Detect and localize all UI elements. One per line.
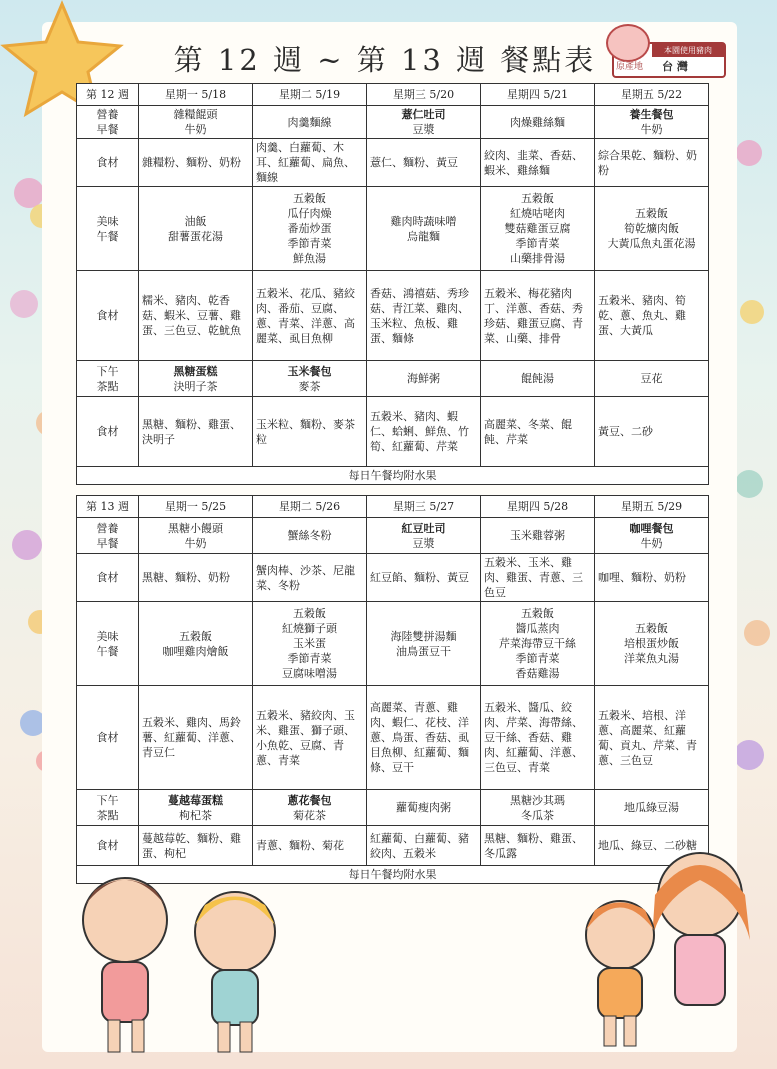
- meal-cell: [253, 361, 367, 397]
- meal-cell: [595, 187, 709, 271]
- row-label: [77, 790, 139, 826]
- dish-name: 筍乾爌肉飯: [624, 222, 679, 235]
- fruit-note: 每日午餐均附水果: [77, 866, 709, 884]
- meal-cell: [253, 187, 367, 271]
- dish-name: 紅豆吐司: [401, 521, 446, 535]
- ingredients-text: 黃豆、二砂: [598, 425, 653, 438]
- dish-name: 咖哩餐包: [629, 521, 674, 535]
- row-label-line: 食材: [96, 731, 119, 744]
- ingredients-text: 五穀米、玉米、雞肉、雞蛋、青蔥、三色豆: [484, 556, 583, 599]
- meal-cell: [253, 106, 367, 139]
- ingredients-cell: [253, 686, 367, 790]
- ingredients-cell: [481, 139, 595, 187]
- row-label: [77, 106, 139, 139]
- dish-name: 麥茶: [298, 379, 321, 393]
- row-label-line: 食材: [96, 425, 119, 438]
- meal-cell: [367, 790, 481, 826]
- dish-name: 玉米雞蓉粥: [510, 529, 565, 542]
- row-label-line: 茶點: [96, 808, 119, 822]
- dish-name: 山藥排骨湯: [510, 252, 565, 265]
- dish-name: 季節青菜: [287, 652, 332, 665]
- dish-name: 冬瓜茶: [521, 808, 554, 822]
- row-label-line: 午餐: [96, 229, 119, 243]
- badge-value: 台 灣: [662, 60, 688, 73]
- ingredients-cell: [481, 271, 595, 361]
- dish-name: 五穀飯: [293, 607, 326, 620]
- ingredients-text: 綜合果乾、麵粉、奶粉: [598, 148, 697, 177]
- dish-name: 紅燒獅子頭: [282, 622, 337, 635]
- dish-name: 甜薯蛋花湯: [168, 229, 223, 243]
- meal-cell: [595, 361, 709, 397]
- page-title: 第 12 週 ~ 第 13 週 餐點表: [173, 43, 597, 77]
- week-12-table: [76, 83, 709, 485]
- week-label: 第 13 週: [77, 496, 139, 518]
- ingredients-text: 五穀米、雞肉、馬鈴薯、紅蘿蔔、洋蔥、青豆仁: [142, 716, 241, 759]
- dish-name: 豆漿: [412, 536, 435, 550]
- day-header: 星期三 5/27: [367, 496, 481, 518]
- badge-label: 原產地: [616, 62, 644, 72]
- dish-name: 豆花: [640, 372, 663, 385]
- row-label-line: 美味: [96, 629, 119, 643]
- dish-name: 牛奶: [640, 536, 663, 550]
- ingredients-cell: [595, 139, 709, 187]
- meal-cell: [595, 106, 709, 139]
- dish-name: 菊花茶: [293, 808, 326, 822]
- row-label: [77, 271, 139, 361]
- dish-name: 五穀飯: [635, 207, 668, 220]
- ingredients-text: 雜糧粉、麵粉、奶粉: [142, 156, 241, 169]
- meal-cell: [595, 518, 709, 554]
- ingredients-cell: [139, 139, 253, 187]
- dish-name: 餛飩湯: [521, 372, 554, 385]
- dish-name: 芹菜海帶豆干絲: [499, 637, 576, 650]
- ingredients-text: 黑糖、麵粉、雞蛋、冬瓜露: [484, 831, 583, 860]
- row-label: [77, 397, 139, 467]
- ingredients-text: 肉羹、白蘿蔔、木耳、紅蘿蔔、扁魚、麵線: [256, 141, 355, 184]
- ingredients-cell: [139, 686, 253, 790]
- dish-name: 鮮魚湯: [293, 252, 326, 265]
- dish-name: 豆漿: [412, 123, 435, 136]
- meal-cell: [481, 602, 595, 686]
- meal-cell: [139, 790, 253, 826]
- ingredients-text: 高麗菜、冬菜、餛飩、芹菜: [484, 417, 572, 446]
- ingredients-text: 薏仁、麵粉、黃豆: [370, 156, 458, 169]
- row-label-line: 早餐: [96, 536, 119, 550]
- fruit-note: 每日午餐均附水果: [77, 467, 709, 485]
- dish-name: 五穀飯: [635, 622, 668, 635]
- week-label: 第 12 週: [77, 84, 139, 106]
- ingredients-cell: [139, 554, 253, 602]
- ingredients-text: 糯米、豬肉、乾香菇、蝦米、豆薯、雞蛋、三色豆、乾魷魚: [142, 294, 241, 337]
- ingredients-cell: [367, 826, 481, 866]
- row-label-line: 食材: [96, 309, 119, 322]
- meal-cell: [367, 518, 481, 554]
- row-label: [77, 686, 139, 790]
- dish-name: 醬瓜蒸肉: [515, 622, 560, 635]
- dish-name: 香菇雞湯: [515, 667, 560, 680]
- meal-cell: [595, 602, 709, 686]
- ingredients-text: 五穀米、培根、洋蔥、高麗菜、紅蘿蔔、貢丸、芹菜、青蔥、三色豆: [598, 708, 697, 767]
- ingredients-cell: [595, 686, 709, 790]
- dish-name: 油飯: [184, 214, 207, 228]
- dish-name: 黑糖沙其瑪: [510, 793, 565, 807]
- row-label: [77, 139, 139, 187]
- meal-cell: [367, 187, 481, 271]
- children-illustration-left: [60, 850, 320, 1060]
- ingredients-cell: [367, 686, 481, 790]
- dish-name: 海陸雙拼湯麵: [390, 629, 457, 643]
- ingredients-text: 香菇、鴻禧菇、秀珍菇、青江菜、雞肉、玉米粒、魚板、雞蛋、麵條: [370, 286, 469, 345]
- dish-name: 黑糖蛋糕: [173, 364, 218, 378]
- dish-name: 油鳥蛋豆干: [396, 644, 451, 658]
- ingredients-cell: [367, 271, 481, 361]
- row-label-line: 下午: [96, 364, 119, 378]
- dish-name: 牛奶: [184, 536, 207, 550]
- dish-name: 季節青菜: [515, 652, 560, 665]
- ingredients-cell: [253, 554, 367, 602]
- ingredients-text: 五穀米、豬絞肉、玉米、雞蛋、獅子頭、小魚乾、豆腐、青蔥、青菜: [256, 708, 355, 767]
- ingredients-text: 五穀米、醬瓜、絞肉、芹菜、海帶絲、豆干絲、香菇、雞肉、紅蘿蔔、洋蔥、三色豆、青菜: [484, 701, 583, 774]
- ingredients-cell: [595, 271, 709, 361]
- row-label: [77, 187, 139, 271]
- day-header: 星期五 5/29: [595, 496, 709, 518]
- dish-name: 決明子茶: [173, 379, 218, 393]
- ingredients-cell: [595, 397, 709, 467]
- day-header: 星期一 5/25: [139, 496, 253, 518]
- ingredients-text: 高麗菜、青蔥、雞肉、蝦仁、花枝、洋蔥、鳥蛋、香菇、虱目魚柳、紅蘿蔔、麵條、豆干: [370, 701, 469, 774]
- ingredients-text: 紅豆餡、麵粉、黃豆: [370, 571, 469, 584]
- ingredients-text: 絞肉、韭菜、香菇、蝦米、雞絲麵: [484, 148, 583, 177]
- meal-cell: [481, 187, 595, 271]
- dish-name: 雞肉時蔬味噌: [390, 214, 457, 228]
- dish-name: 肉燥雞絲麵: [510, 115, 565, 129]
- ingredients-cell: [139, 397, 253, 467]
- meal-cell: [481, 790, 595, 826]
- ingredients-text: 五穀米、梅花豬肉丁、洋蔥、香菇、秀珍菇、雞蛋豆腐、青菜、山藥、排骨: [484, 286, 583, 345]
- meal-cell: [139, 106, 253, 139]
- day-header: 星期五 5/22: [595, 84, 709, 106]
- dish-name: 五穀飯: [521, 192, 554, 205]
- week-13-table: [76, 495, 709, 884]
- day-header: 星期三 5/20: [367, 84, 481, 106]
- row-label: [77, 518, 139, 554]
- dish-name: 五穀飯: [293, 192, 326, 205]
- meal-cell: [139, 361, 253, 397]
- dish-name: 枸杞茶: [179, 808, 212, 822]
- dish-name: 玉米蛋: [293, 637, 326, 650]
- ingredients-text: 五穀米、豬肉、筍乾、蔥、魚丸、雞蛋、大黃瓜: [598, 294, 686, 337]
- meal-cell: [481, 518, 595, 554]
- pig-icon: [606, 24, 650, 62]
- meal-cell: [367, 361, 481, 397]
- dish-name: 牛奶: [640, 123, 663, 136]
- meal-cell: [139, 187, 253, 271]
- ingredients-text: 黑糖、麵粉、雞蛋、決明子: [142, 417, 241, 446]
- ingredients-cell: [367, 139, 481, 187]
- dish-name: 蔥花餐包: [287, 793, 332, 807]
- meal-cell: [595, 790, 709, 826]
- day-header: 星期四 5/28: [481, 496, 595, 518]
- dish-name: 蟹絲冬粉: [287, 529, 332, 542]
- ingredients-cell: [139, 271, 253, 361]
- ingredients-text: 咖哩、麵粉、奶粉: [598, 571, 686, 584]
- day-header: 星期一 5/18: [139, 84, 253, 106]
- ingredients-cell: [481, 397, 595, 467]
- ingredients-text: 五穀米、豬肉、蝦仁、蛤蜊、鮮魚、竹筍、紅蘿蔔、芹菜: [370, 410, 469, 453]
- ingredients-text: 紅蘿蔔、白蘿蔔、豬絞肉、五穀米: [370, 831, 469, 860]
- meal-cell: [253, 790, 367, 826]
- dish-name: 五穀飯: [179, 629, 212, 643]
- meal-cell: [367, 106, 481, 139]
- dish-name: 薏仁吐司: [401, 108, 446, 121]
- day-header: 星期四 5/21: [481, 84, 595, 106]
- dish-name: 豆腐味噌湯: [282, 667, 337, 680]
- row-label: [77, 554, 139, 602]
- children-illustration-right: [560, 840, 760, 1055]
- dish-name: 五穀飯: [521, 607, 554, 620]
- ingredients-text: 五穀米、花瓜、豬絞肉、番茄、豆腐、蔥、青菜、洋蔥、高麗菜、虱目魚柳: [256, 286, 355, 345]
- meal-cell: [481, 361, 595, 397]
- dish-name: 養生餐包: [629, 108, 674, 121]
- dish-name: 烏龍麵: [407, 229, 440, 243]
- dish-name: 咖哩雞肉燴飯: [162, 644, 229, 658]
- row-label-line: 食材: [96, 571, 119, 584]
- row-label: [77, 602, 139, 686]
- meal-cell: [253, 518, 367, 554]
- dish-name: 大黃瓜魚丸蛋花湯: [607, 237, 696, 250]
- dish-name: 紅燒咕咾肉: [510, 207, 565, 220]
- dish-name: 雜糧餛頭: [173, 108, 218, 121]
- dish-name: 培根蛋炒飯: [624, 637, 679, 650]
- dish-name: 肉羹麵線: [287, 115, 332, 129]
- day-header: 星期二 5/26: [253, 496, 367, 518]
- row-label-line: 早餐: [96, 123, 119, 136]
- dish-name: 海鮮粥: [407, 372, 440, 385]
- dish-name: 洋菜魚丸湯: [624, 652, 679, 665]
- dish-name: 蔓越莓蛋糕: [168, 793, 223, 807]
- ingredients-text: 蔓越莓乾、麵粉、雞蛋、枸杞: [142, 831, 241, 860]
- dish-name: 番茄炒蛋: [287, 222, 332, 235]
- pork-origin-badge: [606, 24, 724, 76]
- dish-name: 季節青菜: [287, 237, 332, 250]
- ingredients-cell: [481, 554, 595, 602]
- day-header: 星期二 5/19: [253, 84, 367, 106]
- dish-name: 季節青菜: [515, 237, 560, 250]
- row-label: [77, 361, 139, 397]
- row-label-line: 下午: [96, 793, 119, 807]
- dish-name: 黑糖小饅頭: [168, 521, 223, 535]
- ingredients-cell: [253, 397, 367, 467]
- row-label-line: 午餐: [96, 644, 119, 658]
- dish-name: 牛奶: [184, 123, 207, 136]
- meal-cell: [253, 602, 367, 686]
- ingredients-cell: [253, 271, 367, 361]
- row-label-line: 食材: [96, 156, 119, 169]
- meal-cell: [139, 602, 253, 686]
- ingredients-cell: [595, 554, 709, 602]
- ingredients-cell: [367, 397, 481, 467]
- ingredients-text: 玉米粒、麵粉、麥茶粒: [256, 417, 355, 446]
- row-label-line: 營養: [96, 521, 119, 535]
- dish-name: 雙菇雞蛋豆腐: [504, 222, 571, 235]
- dish-name: 蘿蔔瘦肉粥: [396, 801, 451, 814]
- ingredients-cell: [367, 554, 481, 602]
- meal-cell: [367, 602, 481, 686]
- dish-name: 瓜仔肉燥: [287, 207, 332, 220]
- dish-name: 玉米餐包: [287, 364, 332, 378]
- dish-name: 地瓜綠豆湯: [624, 801, 679, 814]
- meal-cell: [139, 518, 253, 554]
- ingredients-cell: [481, 686, 595, 790]
- row-label-line: 營養: [96, 108, 119, 121]
- row-label-line: 食材: [96, 839, 119, 852]
- ingredients-text: 地瓜、綠豆、二砂糖: [598, 839, 697, 852]
- row-label-line: 美味: [96, 214, 119, 228]
- row-label-line: 茶點: [96, 379, 119, 393]
- ingredients-text: 黑糖、麵粉、奶粉: [142, 571, 230, 584]
- ingredients-text: 蟹肉棒、沙茶、尼龍菜、冬粉: [256, 563, 355, 592]
- badge-heading: 本園使用豬肉: [652, 44, 724, 57]
- meal-cell: [481, 106, 595, 139]
- ingredients-cell: [253, 139, 367, 187]
- ingredients-text: 青蔥、麵粉、菊花: [256, 839, 344, 852]
